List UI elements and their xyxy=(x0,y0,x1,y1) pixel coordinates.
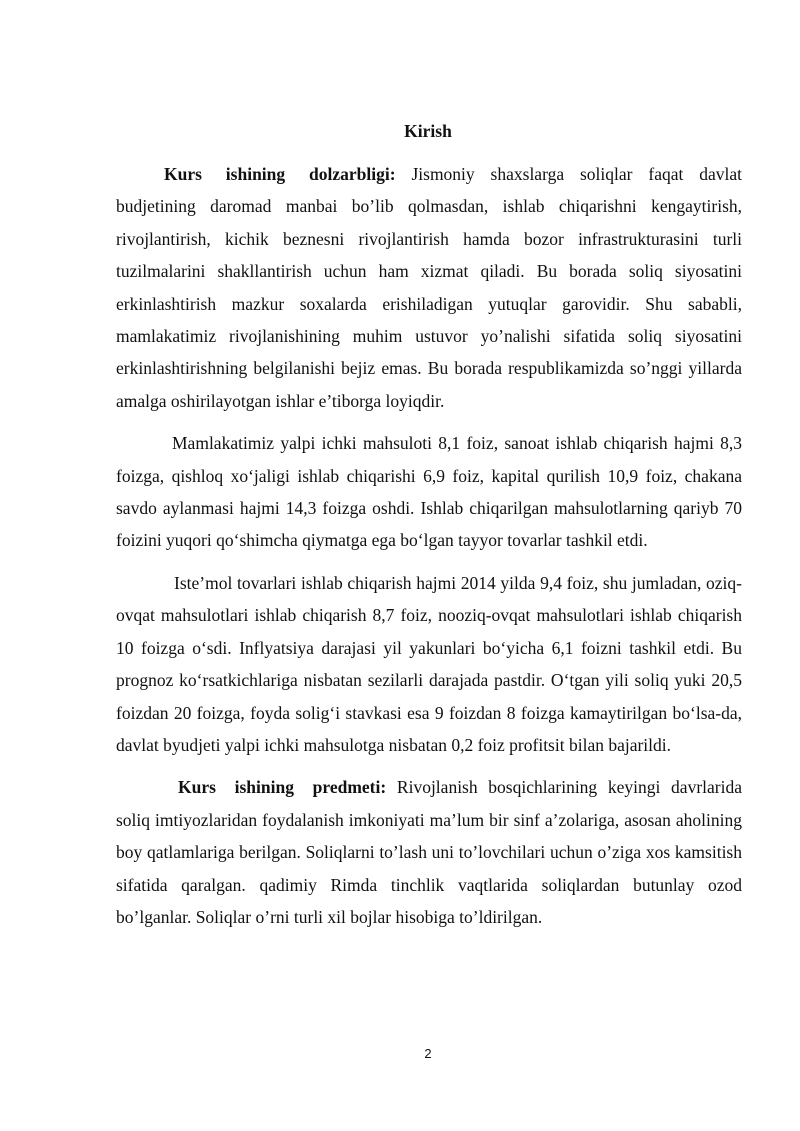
document-body xyxy=(116,158,742,933)
paragraph-text: Iste’mol tovarlari ishlab chiqarish hajmi 2014 yilda 9,4 foiz, shu jumladan, oziq-ovqat mahsulotlari ishlab chiqarish 8,7 foiz, nooziq-ovqat mahsulotlari ishlab chiqarish 10 foizga o‘sdi. Inflyatsiya darajasi yil yakunlari bo‘yicha 6,1 foizni tashkil etdi. Bu prognoz ko‘rsatkichlariga nisbatan sezilarli darajada pastdir. O‘tgan yili soliq yuki 20,5 foizdan 20 foizga, foyda solig‘i stavkasi esa 9 foizdan 8 foizga kamaytirilgan bo‘lsa-da, davlat byudjeti yalpi ichki mahsulotga nisbatan 0,2 foiz profitsit bilan bajarildi. xyxy=(116,572,742,755)
section-lead-subject: Kurs ishining predmeti: xyxy=(178,777,387,798)
paragraph-text: Mamlakatimiz yalpi ichki mahsuloti 8,1 foiz, sanoat ishlab chiqarish hajmi 8,3 foizga, qishloq xo‘jaligi ishlab chiqarishi 6,9 foiz, kapital qurilish 10,9 foiz, chakana savdo aylanmasi hajmi 14,3 foizga oshdi. Ishlab chiqarilgan mahsulotlarning qariyb 70 foizini yuqori qo‘shimcha qiymatga ega bo‘lgan tayyor tovarlar tashkil etdi. xyxy=(116,433,742,551)
paragraph-text: Rivojlanish bosqichlarining keyingi davrlarida soliq imtiyozlaridan foydalanish imkoniyati ma’lum bir sinf a’zolariga, asosan aholining boy qatlamlariga berilgan. Soliqlarni to’lash uni to’lovchilari uchun o’ziga xos kamsitish sifatida qaralgan. qadimiy Rimda tinchlik vaqtlarida soliqlardan butunlay ozod bo’lganlar. Soliqlar o’rni turli xil bojlar hisobiga to’ldirilgan. xyxy=(116,777,742,927)
page-number: 2 xyxy=(424,1046,432,1061)
page-title: Kirish xyxy=(404,121,452,141)
paragraph-relevance xyxy=(116,158,742,417)
paragraph-economy xyxy=(116,427,742,557)
section-lead-relevance: Kurs ishining dolzarbligi: xyxy=(164,164,396,184)
paragraph-consumer-goods xyxy=(116,567,742,761)
paragraph-subject xyxy=(116,771,742,933)
paragraph-text: Jismoniy shaxslarga soliqlar faqat davlat budjetining daromad manbai bo’lib qolmasdan, ishlab chiqarishni kengaytirish, rivojlantirish, kichik beznesni rivojlantirish hamda bozor infrastrukturasini turli tuzilmalarini shakllantirish uchun ham xizmat qiladi. Bu borada soliq siyosatini erkinlashtirish mazkur soxalarda erishiladigan yutuqlar garovidir. Shu sababli, mamlakatimiz rivojlanishining muhim ustuvor yo’nalishi sifatida soliq siyosatini erkinlashtirishning belgilanishi bejiz emas. Bu borada respublikamizda so’nggi yillarda amalga oshirilayotgan ishlar e’tiborga loyiqdir. xyxy=(116,164,742,411)
